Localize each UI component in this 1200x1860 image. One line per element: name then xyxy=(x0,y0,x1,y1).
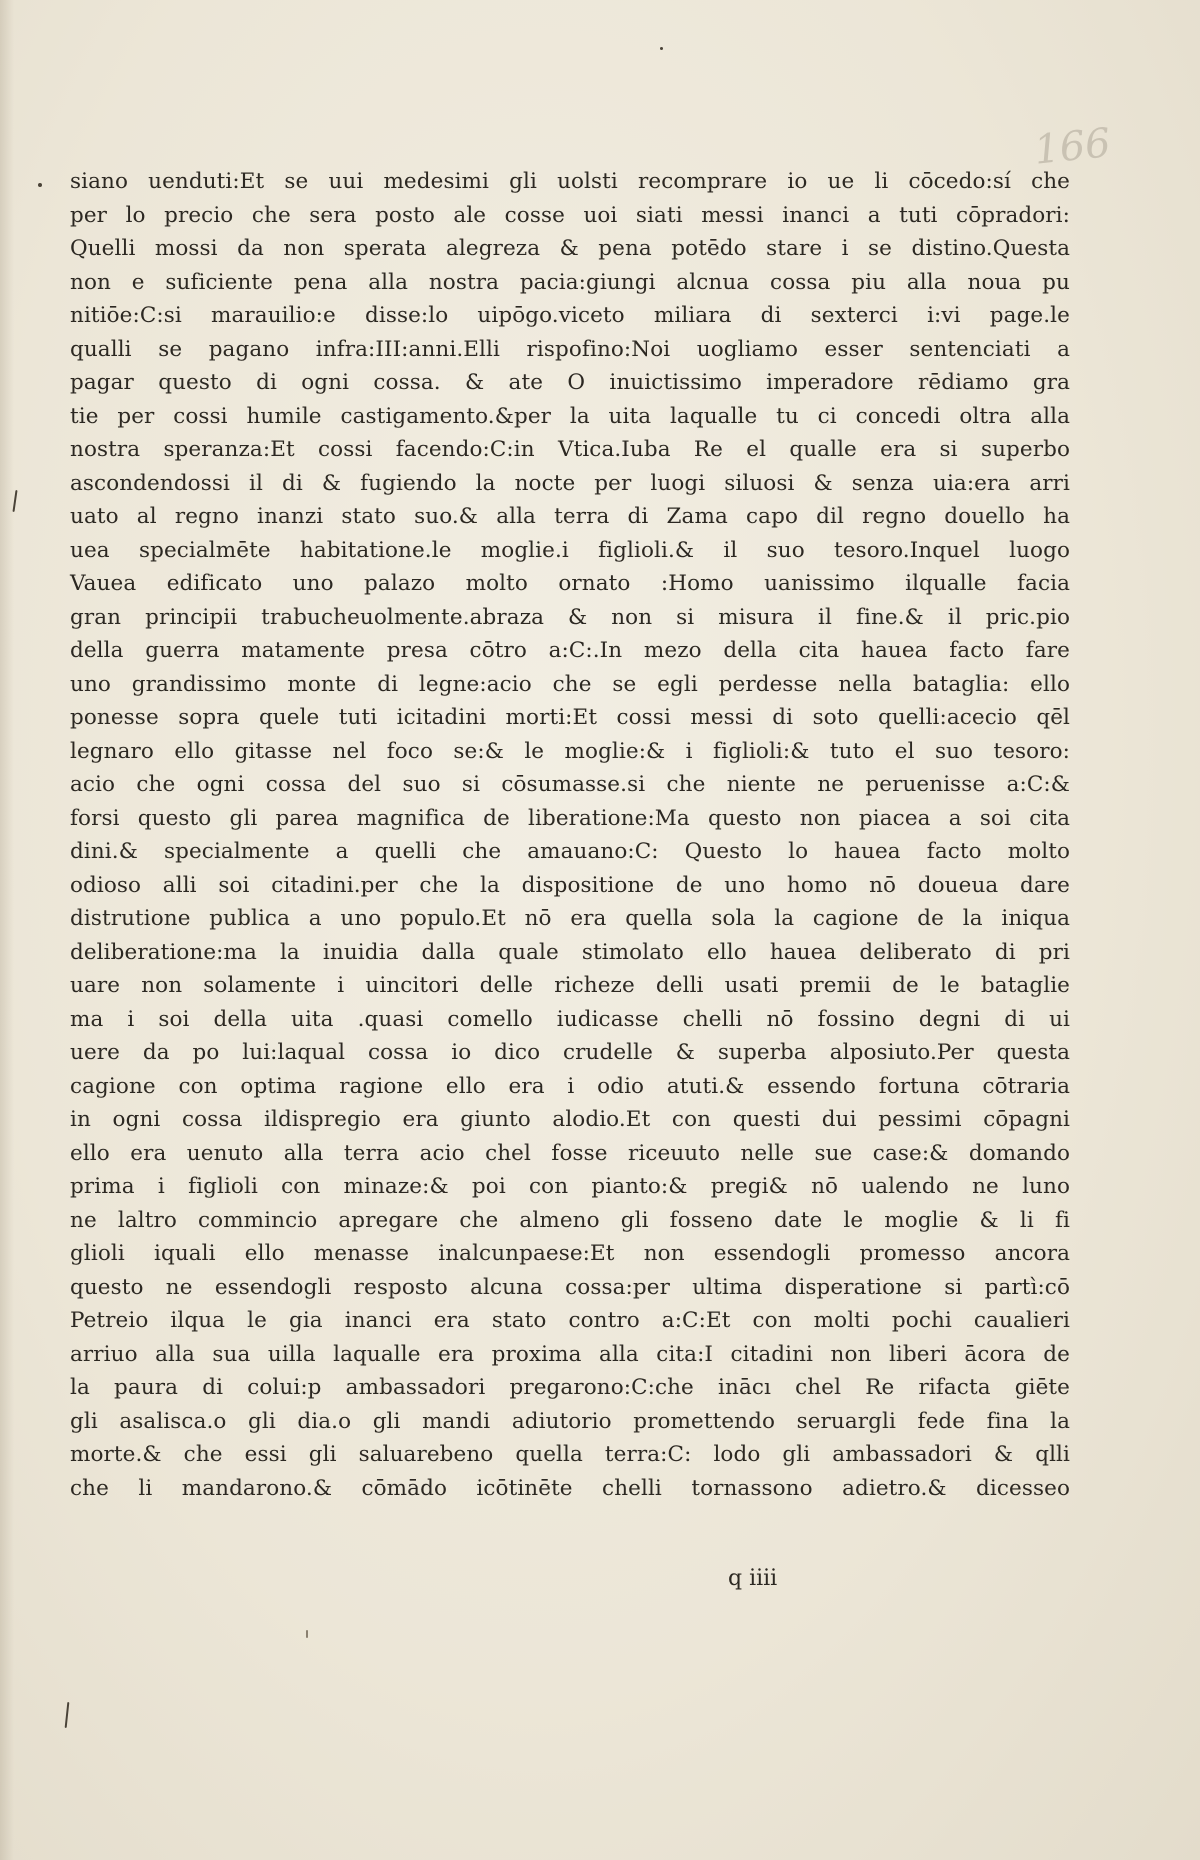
text-line: forsi questo gli parea magnifica de liberatione:Ma questo non piacea a soi cita xyxy=(70,805,1070,831)
margin-tick-mark xyxy=(65,1702,70,1728)
text-line: prima i figlioli con minaze:& poi con pianto:& pregi& nō ualendo ne luno xyxy=(70,1174,1070,1199)
text-line: Vauea edificato uno palazo molto ornato :Homo uanissimo ilqualle facia xyxy=(70,571,1070,596)
text-line: uare non solamente i uincitori delle richeze delli usati premii de le bataglie xyxy=(70,973,1070,998)
margin-dot-mark xyxy=(38,183,42,187)
text-line: uere da po lui:laqual cossa io dico crudelle & superba alposiuto.Per questa xyxy=(70,1040,1070,1065)
text-line: deliberatione:ma la inuidia dalla quale stimolato ello hauea deliberato di pri xyxy=(70,939,1070,965)
text-line: uno grandissimo monte di legne:acio che se egli perdesse nella bataglia: ello xyxy=(70,671,1070,697)
text-line: della guerra matamente presa cōtro a:C:.In mezo della cita hauea facto fare xyxy=(70,638,1070,663)
text-line: tie per cossi humile castigamento.&per la uita laqualle tu ci concedi oltra alla xyxy=(70,403,1070,429)
text-line: ne laltro commincio apregare che almeno gli fosseno date le moglie & li fi xyxy=(70,1207,1070,1233)
text-line: gli asalisca.o gli dia.o gli mandi adiutorio promettendo seruargli fede fina la xyxy=(70,1408,1070,1434)
text-line: morte.& che essi gli saluarebeno quella terra:C: lodo gli ambassadori & qlli xyxy=(70,1442,1070,1467)
page-edge-shadow xyxy=(0,0,14,1860)
text-line: siano uenduti:Et se uui medesimi gli uolsti recomprare io ue li cōcedo:sí che xyxy=(70,169,1070,194)
text-line: acio che ogni cossa del suo si cōsumasse.si che niente ne peruenisse a:C:& xyxy=(70,772,1070,797)
text-line: gran principii trabucheuolmente.abraza & non si misura il fine.& il pric.pio xyxy=(70,604,1070,630)
text-line: non e suficiente pena alla nostra pacia:giungi alcnua cossa piu alla noua pu xyxy=(70,269,1070,295)
text-line: glioli iquali ello menasse inalcunpaese:Et non essendogli promesso ancora xyxy=(70,1241,1070,1266)
text-line: qualli se pagano infra:III:anni.Elli rispofino:Noi uogliamo esser sentenciati a xyxy=(70,336,1070,362)
text-line: dini.& specialmente a quelli che amauano:C: Questo lo hauea facto molto xyxy=(70,839,1070,864)
bottom-speck-mark xyxy=(306,1630,308,1638)
text-line: cagione con optima ragione ello era i odio atuti.& essendo fortuna cōtraria xyxy=(70,1073,1070,1099)
text-line: in ogni cossa ildispregio era giunto alodio.Et con questi dui pessimi cōpagni xyxy=(70,1107,1070,1132)
text-line: questo ne essendogli resposto alcuna cossa:per ultima disperatione si partì:cō xyxy=(70,1274,1070,1300)
text-line: distrutione publica a uno populo.Et nō era quella sola la cagione de la iniqua xyxy=(70,906,1070,931)
text-line: ascondendossi il di & fugiendo la nocte per luogi siluosi & senza uia:era arri xyxy=(70,470,1070,496)
text-line: uea specialmēte habitatione.le moglie.i figlioli.& il suo tesoro.Inquel luogo xyxy=(70,537,1070,563)
text-line: ponesse sopra quele tuti icitadini morti:Et cossi messi di soto quelli:acecio qēl xyxy=(70,705,1070,730)
text-line: che li mandarono.& cōmādo icōtinēte chelli tornassono adietro.& dicesseo xyxy=(70,1475,1070,1501)
text-line: Quelli mossi da non sperata alegreza & pena potēdo stare i se distino.Questa xyxy=(70,236,1070,261)
text-block xyxy=(70,165,1070,1505)
text-line: ello era uenuto alla terra acio chel fosse riceuuto nelle sue case:& domando xyxy=(70,1140,1070,1166)
text-line: Petreio ilqua le gia inanci era stato contro a:C:Et con molti pochi caualieri xyxy=(70,1308,1070,1333)
text-line: per lo precio che sera posto ale cosse uoi siati messi inanci a tuti cōpradori: xyxy=(70,202,1070,228)
top-speck-mark xyxy=(660,47,663,50)
text-line: odioso alli soi citadini.per che la dispositione de uno homo nō doueua dare xyxy=(70,872,1070,898)
signature-mark: q iiii xyxy=(728,1566,778,1591)
text-line: la paura di colui:p ambassadori pregarono:C:che inācı chel Re rifacta giēte xyxy=(70,1375,1070,1400)
text-line: pagar questo di ogni cossa. & ate O inuictissimo imperadore rēdiamo gra xyxy=(70,370,1070,395)
folio-number: 166 xyxy=(1032,120,1113,174)
text-line: uato al regno inanzi stato suo.& alla terra di Zama capo dil regno douello ha xyxy=(70,504,1070,529)
text-line: arriuo alla sua uilla laqualle era proxima alla cita:I citadini non liberi ācora de xyxy=(70,1341,1070,1367)
text-line: nitiōe:C:si marauilio:e disse:lo uipōgo.viceto miliara di sexterci i:vi page.le xyxy=(70,303,1070,328)
text-line: legnaro ello gitasse nel foco se:& le moglie:& i figlioli:& tuto el suo tesoro: xyxy=(70,738,1070,764)
text-line: ma i soi della uita .quasi comello iudicasse chelli nō fossino degni di ui xyxy=(70,1006,1070,1032)
text-line: nostra speranza:Et cossi facendo:C:in Vtica.Iuba Re el qualle era si superbo xyxy=(70,437,1070,462)
